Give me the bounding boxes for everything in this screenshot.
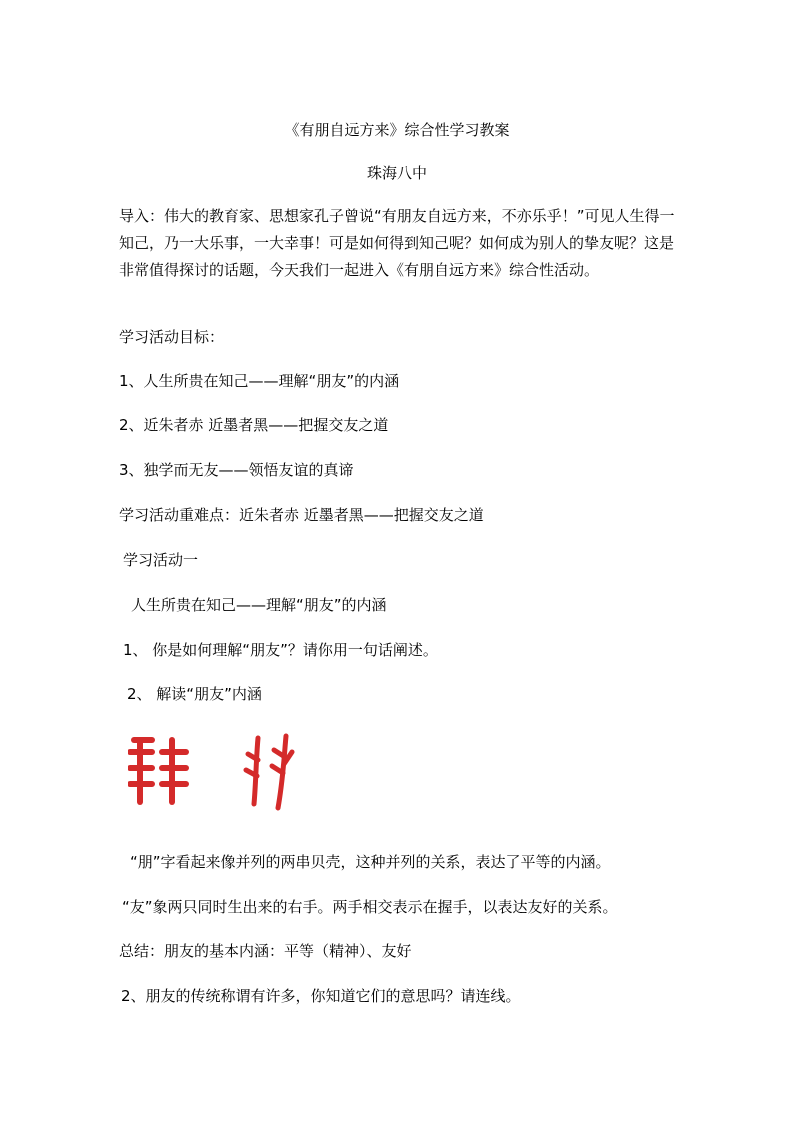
activity-one-subtitle: 人生所贵在知己——理解“朋友”的内涵 xyxy=(131,596,387,614)
ancient-you-character-icon xyxy=(246,736,292,808)
goals-heading: 学习活动目标： xyxy=(119,328,225,346)
summary-line: 总结：朋友的基本内涵：平等（精神）、友好 xyxy=(119,942,412,960)
question-two: 2、 解读“朋友”内涵 xyxy=(127,685,262,703)
question-one: 1、 你是如何理解“朋友”？请你用一句话阐述。 xyxy=(123,641,438,659)
difficulty-line: 学习活动重难点：近朱者赤 近墨者黑——把握交友之道 xyxy=(119,506,484,524)
intro-paragraph: 导入：伟大的教育家、思想家孔子曾说“有朋友自远方来，不亦乐乎！”可见人生得一知己，乃一大乐事，一大幸事！可是如何得到知己呢？如何成为别人的挚友呢？这是非常值得探讨的话题，今天我们一起进入《有朋自远方来》综合性活动。 xyxy=(119,207,675,279)
ancient-peng-character-icon xyxy=(130,740,186,802)
goal-item: 2、近朱者赤 近墨者黑——把握交友之道 xyxy=(119,416,389,434)
activity-one-heading: 学习活动一 xyxy=(123,551,199,569)
question-three: 2、朋友的传统称谓有许多，你知道它们的意思吗？请连线。 xyxy=(121,987,521,1005)
goal-item: 1、人生所贵在知己——理解“朋友”的内涵 xyxy=(119,372,400,390)
document-title: 《有朋自远方来》综合性学习教案 xyxy=(284,121,510,139)
you-explanation: “友”象两只同时生出来的右手。两手相交表示在握手，以表达友好的关系。 xyxy=(122,898,618,916)
goal-item: 3、独学而无友——领悟友谊的真谛 xyxy=(119,461,354,479)
peng-explanation: “朋”字看起来像并列的两串贝壳，这种并列的关系，表达了平等的内涵。 xyxy=(130,853,611,871)
ancient-character-illustration xyxy=(128,730,308,815)
document-author: 珠海八中 xyxy=(366,164,427,182)
